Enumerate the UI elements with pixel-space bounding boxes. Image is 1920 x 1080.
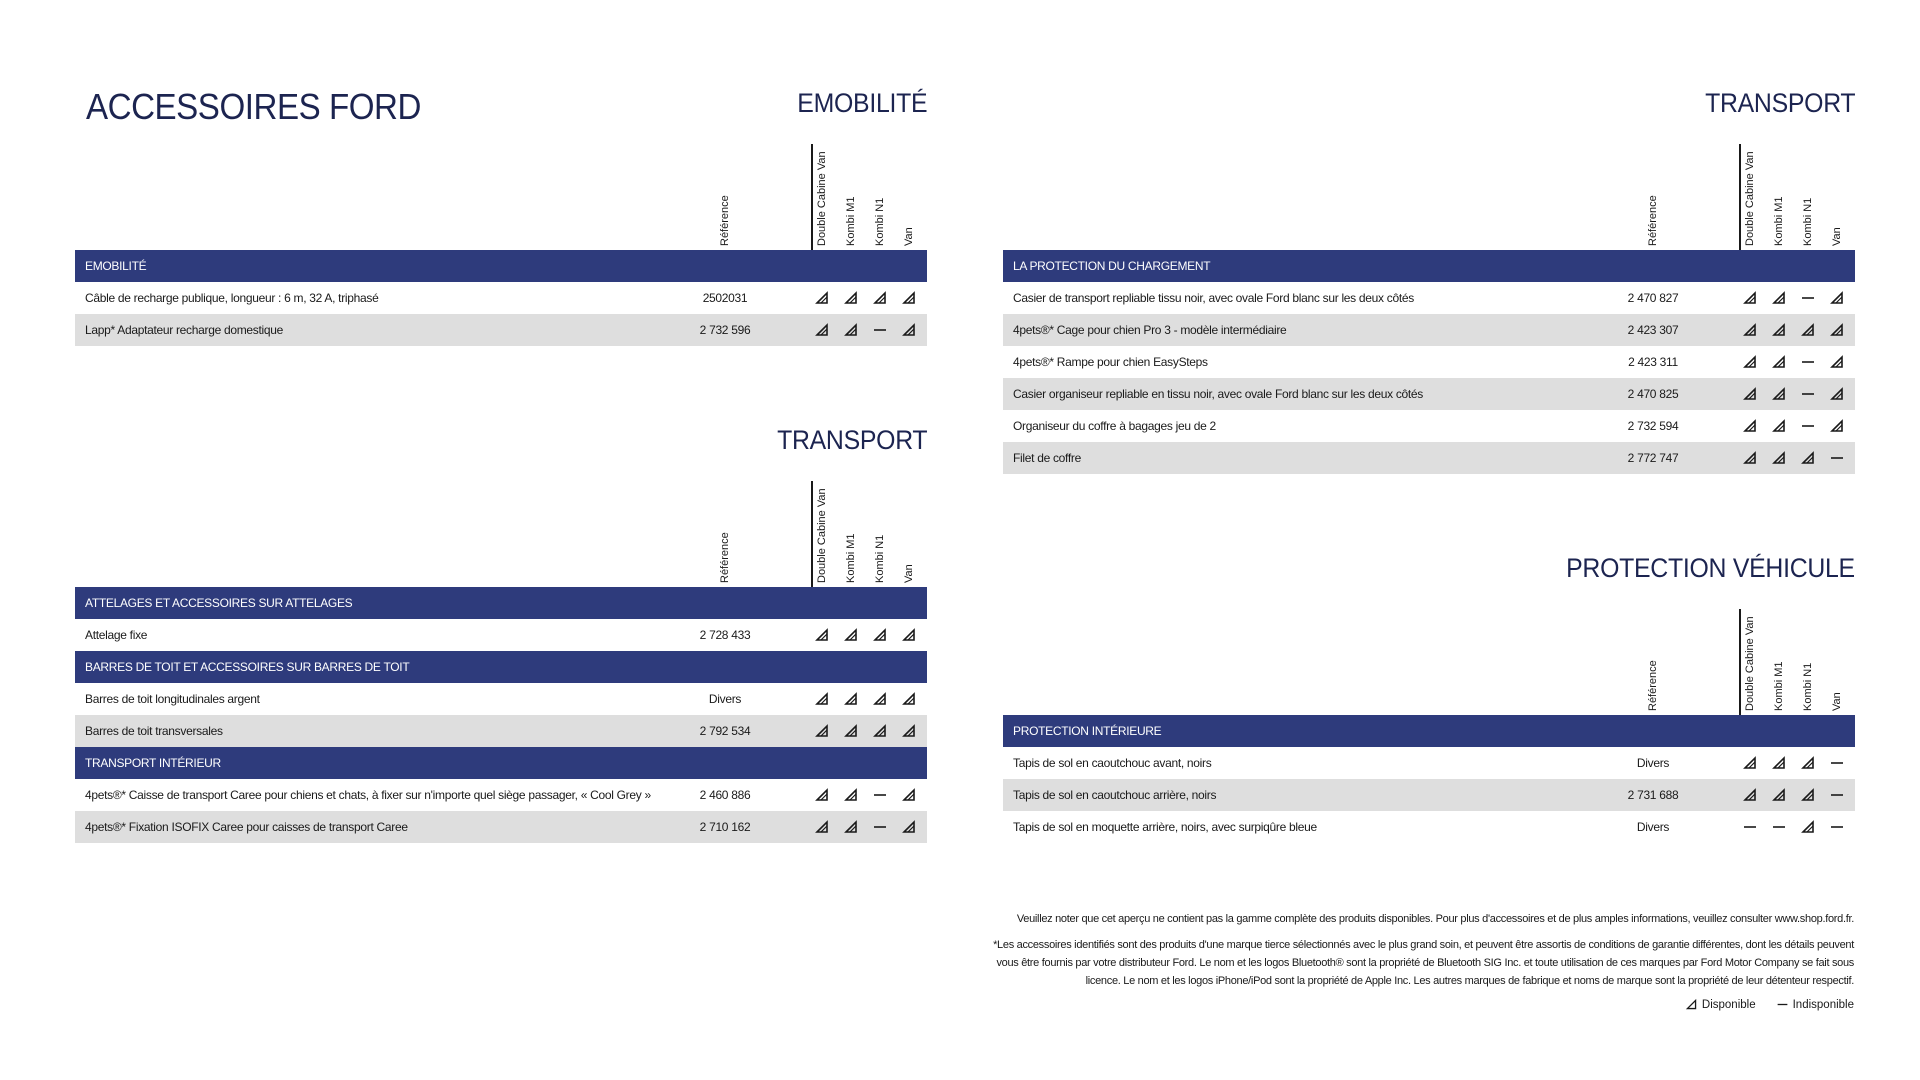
available-icon <box>1829 322 1845 338</box>
available-icon <box>814 691 830 707</box>
available-mark <box>1800 322 1816 338</box>
available-icon <box>1742 322 1758 338</box>
available-icon <box>843 322 859 338</box>
table-row <box>75 619 927 651</box>
table-rows <box>1003 715 1855 843</box>
table-row <box>75 683 927 715</box>
item-reference: 2 470 827 <box>1627 291 1679 305</box>
unavailable-mark <box>1829 787 1845 803</box>
available-icon <box>814 322 830 338</box>
unavailable-icon <box>872 819 888 835</box>
column-header-label: Kombi M1 <box>845 533 857 583</box>
column-header-label: Kombi M1 <box>1773 661 1785 711</box>
available-mark <box>1800 450 1816 466</box>
available-icon <box>1771 418 1787 434</box>
unavailable-mark <box>1800 354 1816 370</box>
column-header-label: Kombi N1 <box>1802 662 1814 711</box>
unavailable-icon <box>1800 386 1816 402</box>
item-label: Tapis de sol en moquette arrière, noirs, avec surpiqûre bleue <box>1013 820 1317 834</box>
table-rows <box>75 250 927 346</box>
available-icon <box>1742 755 1758 771</box>
available-icon <box>872 290 888 306</box>
item-label: Casier organiseur repliable en tissu noir, avec ovale Ford blanc sur les deux côtés <box>1013 387 1423 401</box>
available-icon <box>1829 386 1845 402</box>
available-mark <box>1771 418 1787 434</box>
item-reference: 2 792 534 <box>699 724 751 738</box>
table-row <box>1003 346 1855 378</box>
available-mark <box>901 322 917 338</box>
available-icon <box>814 723 830 739</box>
footer-line-3: vous être fournis par votre distributeur Ford. Le nom et les logos Bluetooth® sont la propriété de Bluetooth SIG Inc. et toute utilisation de ces marques par Ford Motor Company se fait sous <box>996 957 1854 969</box>
available-icon <box>1771 354 1787 370</box>
unavailable-icon <box>872 787 888 803</box>
column-header <box>1825 146 1849 246</box>
available-mark <box>1742 290 1758 306</box>
available-icon <box>814 787 830 803</box>
unavailable-mark <box>872 819 888 835</box>
available-mark <box>1829 386 1845 402</box>
available-icon <box>1829 354 1845 370</box>
item-reference: 2 728 433 <box>699 628 751 642</box>
column-headers <box>1003 144 1855 250</box>
available-icon <box>1742 386 1758 402</box>
available-icon <box>1771 755 1787 771</box>
category-row <box>75 587 927 619</box>
available-icon <box>1771 290 1787 306</box>
table-row <box>1003 779 1855 811</box>
available-mark <box>901 819 917 835</box>
available-mark <box>814 627 830 643</box>
unavailable-icon <box>1829 787 1845 803</box>
available-mark <box>1771 322 1787 338</box>
category-row <box>1003 250 1855 282</box>
available-mark <box>1742 386 1758 402</box>
available-icon <box>1771 386 1787 402</box>
table-rows <box>75 587 927 843</box>
available-icon <box>901 691 917 707</box>
column-header-label: Kombi M1 <box>845 196 857 246</box>
item-reference: 2502031 <box>702 291 748 305</box>
available-icon <box>843 627 859 643</box>
available-mark <box>1829 354 1845 370</box>
column-headers <box>75 481 927 587</box>
column-header-label: Van <box>903 564 915 583</box>
table-row <box>75 314 927 346</box>
column-header-label: Double Cabine Van <box>816 151 828 246</box>
column-header-label: Double Cabine Van <box>1744 616 1756 711</box>
available-mark <box>1742 354 1758 370</box>
category-label: LA PROTECTION DU CHARGEMENT <box>1013 259 1211 273</box>
page-title: ACCESSOIRES FORD <box>86 86 421 127</box>
column-header <box>1767 611 1791 711</box>
column-header <box>1738 611 1762 711</box>
item-label: 4pets®* Rampe pour chien EasySteps <box>1013 355 1208 369</box>
unavailable-mark <box>1800 386 1816 402</box>
available-icon <box>1829 290 1845 306</box>
legend-unavailable-label: Indisponible <box>1792 998 1854 1011</box>
available-mark <box>843 691 859 707</box>
available-mark <box>1771 386 1787 402</box>
available-icon <box>872 627 888 643</box>
column-header-label: Double Cabine Van <box>816 488 828 583</box>
available-icon <box>901 787 917 803</box>
available-mark <box>1771 290 1787 306</box>
column-header <box>1796 146 1820 246</box>
item-reference: 2 470 825 <box>1627 387 1679 401</box>
available-mark <box>901 627 917 643</box>
footer-line-1: Veuillez noter que cet aperçu ne contient pas la gamme complète des produits disponibles. Pour plus d'accessoires et de plus amples informations, veuillez consulter www.shop.ford.fr. <box>1016 913 1854 925</box>
legend-available <box>1685 998 1756 1011</box>
item-label: Barres de toit transversales <box>85 724 223 738</box>
column-header <box>868 483 892 583</box>
column-header-label: Double Cabine Van <box>1744 151 1756 246</box>
table-row <box>75 715 927 747</box>
available-icon <box>1800 787 1816 803</box>
available-mark <box>1742 322 1758 338</box>
available-mark <box>901 691 917 707</box>
column-header <box>1825 611 1849 711</box>
column-header <box>1767 146 1791 246</box>
available-icon <box>872 691 888 707</box>
item-label: Lapp* Adaptateur recharge domestique <box>85 323 284 337</box>
available-icon <box>814 290 830 306</box>
available-icon <box>1771 322 1787 338</box>
column-header <box>897 146 921 246</box>
available-mark <box>872 723 888 739</box>
available-mark <box>1800 819 1816 835</box>
item-reference: 2 732 596 <box>699 323 751 337</box>
available-icon <box>901 322 917 338</box>
item-reference: Divers <box>708 692 742 706</box>
unavailable-mark <box>1829 819 1845 835</box>
unavailable-icon <box>1742 819 1758 835</box>
item-label: Tapis de sol en caoutchouc arrière, noirs <box>1013 788 1217 802</box>
available-icon <box>1800 450 1816 466</box>
item-label: Câble de recharge publique, longueur : 6 m, 32 A, triphasé <box>85 291 379 305</box>
available-mark <box>814 723 830 739</box>
unavailable-mark <box>872 787 888 803</box>
table-row <box>1003 410 1855 442</box>
unavailable-mark <box>1771 819 1787 835</box>
column-header-label: Van <box>1831 227 1843 246</box>
unavailable-mark <box>1800 290 1816 306</box>
available-mark <box>814 819 830 835</box>
available-mark <box>1829 322 1845 338</box>
available-mark <box>1800 755 1816 771</box>
column-header <box>713 146 737 246</box>
column-header <box>839 146 863 246</box>
column-header-label: Référence <box>719 195 731 246</box>
available-icon <box>1742 418 1758 434</box>
item-label: Barres de toit longitudinales argent <box>85 692 260 706</box>
category-label: PROTECTION INTÉRIEURE <box>1013 724 1162 738</box>
available-icon <box>1742 354 1758 370</box>
available-mark <box>901 787 917 803</box>
item-reference: Divers <box>1636 756 1670 770</box>
unavailable-icon <box>1800 290 1816 306</box>
available-mark <box>1742 755 1758 771</box>
legend-available-label: Disponible <box>1701 998 1756 1011</box>
available-icon <box>901 819 917 835</box>
available-mark <box>901 290 917 306</box>
column-header <box>1641 146 1665 246</box>
table-row <box>75 282 927 314</box>
column-headers <box>1003 609 1855 715</box>
unavailable-icon <box>1800 418 1816 434</box>
item-label: 4pets®* Cage pour chien Pro 3 - modèle intermédiaire <box>1013 323 1287 337</box>
table-rows <box>1003 250 1855 474</box>
available-icon <box>1742 290 1758 306</box>
unavailable-icon <box>1771 819 1787 835</box>
available-icon <box>1771 787 1787 803</box>
item-reference: 2 731 688 <box>1627 788 1679 802</box>
available-icon <box>1742 450 1758 466</box>
available-mark <box>1742 418 1758 434</box>
available-icon <box>1685 998 1698 1011</box>
category-row <box>1003 715 1855 747</box>
column-divider <box>811 481 813 587</box>
section-heading: EMOBILITÉ <box>796 88 927 118</box>
available-mark <box>843 787 859 803</box>
available-icon <box>1771 450 1787 466</box>
table-row <box>1003 378 1855 410</box>
item-reference: 2 423 311 <box>1628 355 1678 369</box>
column-divider <box>1739 144 1741 250</box>
available-mark <box>1829 418 1845 434</box>
category-label: ATTELAGES ET ACCESSOIRES SUR ATTELAGES <box>85 596 353 610</box>
available-mark <box>872 290 888 306</box>
unavailable-mark <box>872 322 888 338</box>
available-mark <box>1742 450 1758 466</box>
item-label: Casier de transport repliable tissu noir, avec ovale Ford blanc sur les deux côtés <box>1013 291 1414 305</box>
available-mark <box>901 723 917 739</box>
available-mark <box>843 322 859 338</box>
available-icon <box>843 290 859 306</box>
column-headers <box>75 144 927 250</box>
available-icon <box>843 723 859 739</box>
column-header <box>1796 611 1820 711</box>
item-label: Organiseur du coffre à bagages jeu de 2 <box>1013 419 1216 433</box>
table-row <box>1003 747 1855 779</box>
item-label: Tapis de sol en caoutchouc avant, noirs <box>1013 756 1212 770</box>
available-icon <box>1800 819 1816 835</box>
unavailable-icon <box>1829 755 1845 771</box>
column-header-label: Référence <box>1647 660 1659 711</box>
section-heading: TRANSPORT <box>776 425 927 455</box>
column-header <box>868 146 892 246</box>
category-label: EMOBILITÉ <box>85 259 147 273</box>
available-icon <box>1742 787 1758 803</box>
item-reference: 2 772 747 <box>1627 451 1679 465</box>
table-row <box>1003 811 1855 843</box>
unavailable-mark <box>1829 450 1845 466</box>
unavailable-icon <box>872 322 888 338</box>
column-header <box>897 483 921 583</box>
available-mark <box>1800 787 1816 803</box>
available-mark <box>843 290 859 306</box>
footer-line-4: licence. Le nom et les logos iPhone/iPod sont la propriété de Apple Inc. Les autres marques de fabrique et noms de marque sont la propriété de leur détenteur respectif. <box>1085 975 1854 987</box>
available-mark <box>1829 290 1845 306</box>
available-icon <box>843 819 859 835</box>
available-mark <box>1771 450 1787 466</box>
category-label: BARRES DE TOIT ET ACCESSOIRES SUR BARRES DE TOIT <box>85 660 410 674</box>
column-header <box>1641 611 1665 711</box>
section-heading: PROTECTION VÉHICULE <box>1566 553 1855 583</box>
unavailable-mark <box>1829 755 1845 771</box>
available-mark <box>814 290 830 306</box>
available-mark <box>872 691 888 707</box>
column-header-label: Kombi N1 <box>874 197 886 246</box>
available-mark <box>1771 354 1787 370</box>
available-icon <box>814 819 830 835</box>
available-icon <box>872 723 888 739</box>
legend <box>1685 998 1854 1011</box>
available-mark <box>814 322 830 338</box>
available-icon <box>843 787 859 803</box>
item-reference: 2 732 594 <box>1627 419 1679 433</box>
section-heading: TRANSPORT <box>1704 88 1855 118</box>
available-icon <box>843 691 859 707</box>
available-icon <box>1800 322 1816 338</box>
column-header <box>713 483 737 583</box>
item-label: Attelage fixe <box>85 628 148 642</box>
column-header-label: Référence <box>1647 195 1659 246</box>
available-mark <box>843 723 859 739</box>
available-icon <box>814 627 830 643</box>
available-icon <box>1829 418 1845 434</box>
category-row <box>75 250 927 282</box>
column-header-label: Kombi N1 <box>1802 197 1814 246</box>
table-row <box>1003 314 1855 346</box>
unavailable-icon <box>1829 819 1845 835</box>
available-icon <box>901 290 917 306</box>
unavailable-icon <box>1800 354 1816 370</box>
category-row <box>75 747 927 779</box>
table-row <box>75 811 927 843</box>
item-label: 4pets®* Fixation ISOFIX Caree pour caisses de transport Caree <box>85 820 408 834</box>
item-label: 4pets®* Caisse de transport Caree pour chiens et chats, à fixer sur n'importe quel siège passager, « Cool Grey » <box>85 788 651 802</box>
available-mark <box>843 819 859 835</box>
column-header <box>810 483 834 583</box>
unavailable-icon <box>1829 450 1845 466</box>
column-header-label: Van <box>903 227 915 246</box>
column-divider <box>1739 609 1741 715</box>
column-header-label: Kombi N1 <box>874 534 886 583</box>
column-header <box>1738 146 1762 246</box>
legend-unavailable <box>1776 998 1854 1011</box>
item-reference: 2 423 307 <box>1627 323 1679 337</box>
available-mark <box>872 627 888 643</box>
item-reference: 2 710 162 <box>699 820 751 834</box>
available-icon <box>901 723 917 739</box>
unavailable-icon <box>1776 998 1789 1011</box>
available-icon <box>1800 755 1816 771</box>
available-mark <box>1742 787 1758 803</box>
table-row <box>1003 282 1855 314</box>
available-mark <box>1771 755 1787 771</box>
item-reference: Divers <box>1636 820 1670 834</box>
available-mark <box>843 627 859 643</box>
unavailable-mark <box>1800 418 1816 434</box>
item-label: Filet de coffre <box>1013 451 1081 465</box>
footer-line-2: *Les accessoires identifiés sont des produits d'une marque tierce sélectionnés avec le plus grand soin, et peuvent être assortis de conditions de garantie différentes, dont les détails peuvent <box>993 939 1854 951</box>
category-row <box>75 651 927 683</box>
table-row <box>1003 442 1855 474</box>
category-label: TRANSPORT INTÉRIEUR <box>85 756 221 770</box>
column-header <box>810 146 834 246</box>
column-header-label: Kombi M1 <box>1773 196 1785 246</box>
unavailable-mark <box>1742 819 1758 835</box>
available-mark <box>1771 787 1787 803</box>
column-header-label: Van <box>1831 692 1843 711</box>
column-divider <box>811 144 813 250</box>
column-header <box>839 483 863 583</box>
table-row <box>75 779 927 811</box>
footer-note <box>954 910 1854 990</box>
available-mark <box>814 691 830 707</box>
available-mark <box>814 787 830 803</box>
available-icon <box>901 627 917 643</box>
column-header-label: Référence <box>719 532 731 583</box>
item-reference: 2 460 886 <box>699 788 751 802</box>
